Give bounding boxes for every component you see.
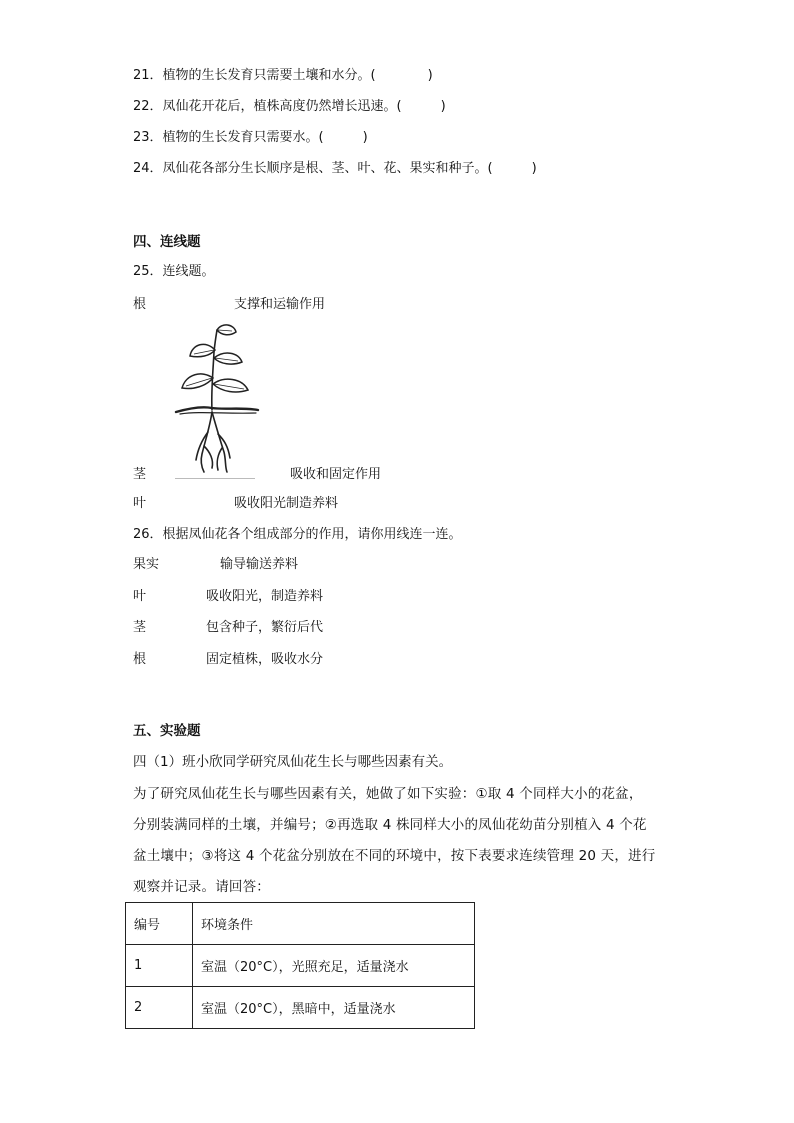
question-21: 21．植物的生长发育只需要土壤和水分。( ): [133, 68, 433, 83]
table-header-condition: 环境条件: [193, 903, 475, 945]
table-header-row: [126, 903, 475, 945]
table-header-number: 编号: [126, 903, 193, 945]
experiment-para-line-2: 分别装满同样的土壤，并编号；②再选取 4 株同样大小的凤仙花幼苗分别植入 4 个花: [133, 817, 647, 833]
experiment-table: [125, 902, 475, 1029]
table-cell-number: 1: [126, 945, 193, 987]
q26-left-leaf: 叶: [133, 589, 147, 604]
table-cell-condition: 室温（20°C），黑暗中，适量浇水: [193, 987, 475, 1029]
match-left-leaf: 叶: [133, 496, 147, 511]
q26-right-transport: 输导输送养料: [220, 557, 299, 572]
match-left-stem: 茎: [133, 467, 147, 482]
q26-right-sunlight: 吸收阳光，制造养料: [206, 589, 324, 604]
q26-left-root: 根: [133, 652, 147, 667]
q26-left-stem: 茎: [133, 620, 147, 635]
illustration-baseline: [175, 478, 255, 479]
section-5-title: 五、实验题: [133, 723, 201, 739]
experiment-intro: 四（1）班小欣同学研究凤仙花生长与哪些因素有关。: [133, 754, 453, 770]
section-4-title: 四、连线题: [133, 234, 201, 250]
table-cell-number: 2: [126, 987, 193, 1029]
question-23: 23．植物的生长发育只需要水。( ): [133, 130, 368, 145]
table-row: [126, 945, 475, 987]
q26-right-seeds: 包含种子，繁衍后代: [206, 620, 324, 635]
experiment-para-line-4: 观察并记录。请回答：: [133, 879, 270, 895]
match-right-absorb-fix: 吸收和固定作用: [290, 467, 382, 482]
experiment-para-line-1: 为了研究凤仙花生长与哪些因素有关，她做了如下实验：①取 4 个同样大小的花盆，: [133, 786, 643, 802]
q26-left-fruit: 果实: [133, 557, 160, 572]
table-cell-condition: 室温（20°C），光照充足，适量浇水: [193, 945, 475, 987]
table-row: [126, 987, 475, 1029]
match-left-root: 根: [133, 297, 147, 312]
experiment-para-line-3: 盆土壤中；③将这 4 个花盆分别放在不同的环境中，按下表要求连续管理 20 天，进行: [133, 848, 656, 864]
question-24: 24．凤仙花各部分生长顺序是根、茎、叶、花、果实和种子。( ): [133, 161, 537, 176]
q26-right-fix-water: 固定植株，吸收水分: [206, 652, 324, 667]
match-right-support: 支撑和运输作用: [234, 297, 326, 312]
match-right-photosynthesis: 吸收阳光制造养料: [234, 496, 339, 511]
question-22: 22．凤仙花开花后，植株高度仍然增长迅速。( ): [133, 99, 446, 114]
question-25-label: 25．连线题。: [133, 264, 215, 279]
question-26-label: 26．根据凤仙花各个组成部分的作用，请你用线连一连。: [133, 527, 462, 542]
plant-illustration: [170, 322, 262, 476]
